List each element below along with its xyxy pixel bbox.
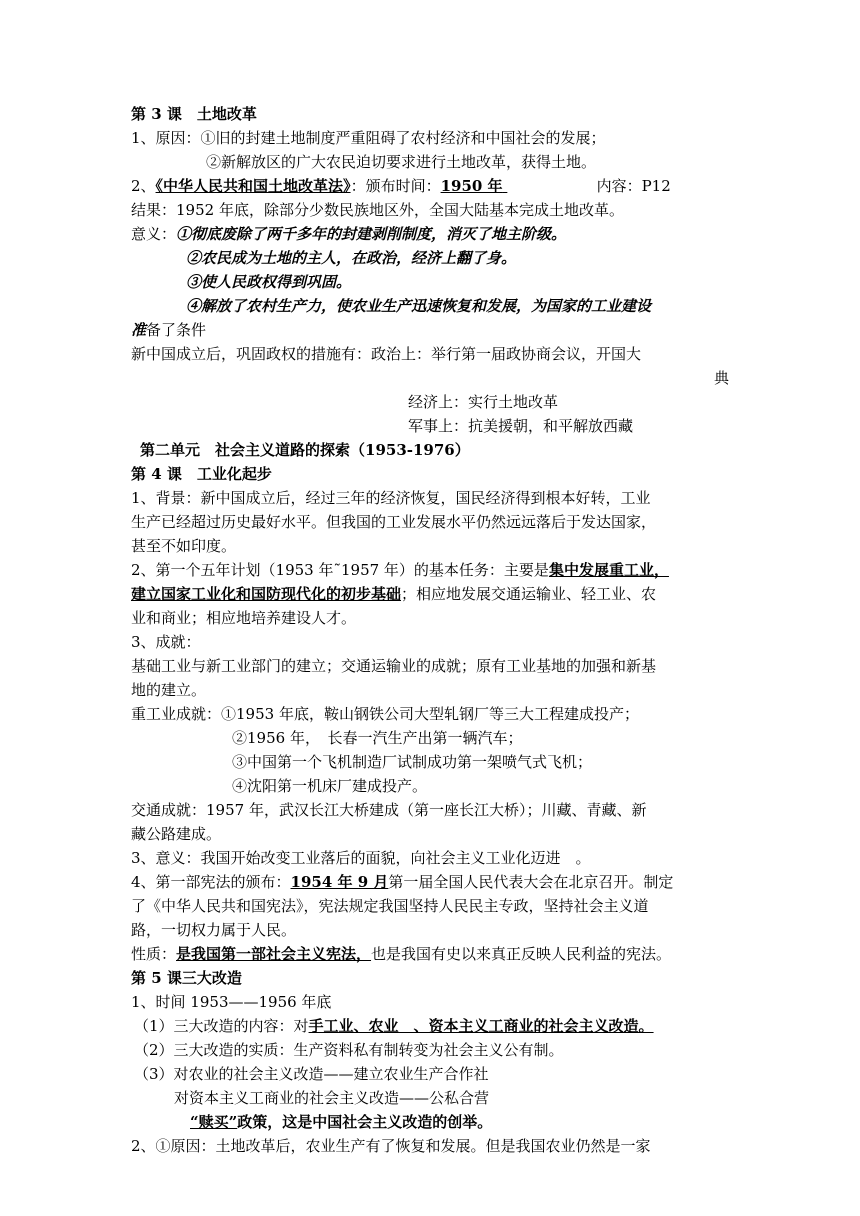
- line-agri-reform: [134, 1063, 744, 1085]
- reform-content-key: 手工业、农业 、资本主义工商业的社会主义改造。: [308, 1017, 654, 1035]
- land-law-content: 内容：P12: [596, 177, 671, 195]
- land-law-blank: [503, 175, 529, 197]
- constitution-text: 第一届全国人民代表大会在北京召开。制定: [388, 873, 674, 891]
- line-military: [408, 415, 860, 437]
- line-meaning-3: [186, 271, 796, 293]
- redemption-term: “赎买”: [190, 1113, 238, 1131]
- lesson-4-title-text: 第 4 课 工业化起步: [131, 465, 272, 483]
- line-meaning-1: [131, 223, 741, 245]
- line-background-2-text: 生产已经超过历史最好水平。但我国的工业发展水平仍然远远落后于发达国家，: [131, 513, 657, 531]
- line-heavy-industry-1: [131, 703, 741, 725]
- land-law-time-label: ：颁布时间：: [350, 177, 441, 195]
- line-transport-2: [131, 823, 741, 845]
- unit-2-title-text: 第二单元 社会主义道路的探索（1953-1976）: [140, 441, 470, 459]
- meaning-4-cont-text: 备了条件: [146, 321, 207, 339]
- line-achievements: [131, 631, 741, 653]
- line-constitution-2-text: 了《中华人民共和国宪法》，宪法规定我国坚持人民民主专政，坚持社会主义道: [131, 897, 649, 915]
- line-achievements-text: 3、成就：: [131, 633, 201, 651]
- lesson-5-title: [131, 967, 741, 989]
- line-meaning-4: [186, 295, 796, 317]
- line-transport-2-text: 藏公路建成。: [131, 825, 222, 843]
- meaning-label: 意义：: [131, 225, 177, 243]
- line-background-3: [131, 535, 741, 557]
- line-achievements-1-text: 基础工业与新工业部门的建立；交通运输业的成就；原有工业基地的加强和新基: [131, 657, 657, 675]
- line-constitution-1: [131, 871, 741, 893]
- line-five-year-plan-3-text: 业和商业；相应地培养建设人才。: [131, 609, 357, 627]
- meaning-4-text: ④解放了农村生产力，使农业生产迅速恢复和发展，为国家的工业建设: [186, 297, 652, 315]
- line-reform-content: [134, 1015, 744, 1037]
- meaning-1-text: ①彻底废除了两千多年的封建剥削制度，消灭了地主阶级。: [176, 225, 567, 243]
- line-transport-1-text: 交通成就：1957 年，武汉长江大桥建成（第一座长江大桥）；川藏、青藏、新: [131, 801, 647, 819]
- line-military-text: 军事上：抗美援朝，和平解放西藏: [408, 417, 634, 435]
- line-cause-1-text: 1、原因：①旧的封建土地制度严重阻碍了农村经济和中国社会的发展；: [131, 129, 606, 147]
- meaning-3-text: ③使人民政权得到巩固。: [186, 273, 352, 291]
- line-result: [131, 199, 741, 221]
- line-reform-essence: [134, 1039, 744, 1061]
- five-year-plan-text: 2、第一个五年计划（1953 年˜1957 年）的基本任务：主要是: [131, 561, 549, 579]
- line-heavy-industry-2-text: ②1956 年， 长春一汽生产出第一辆汽车；: [232, 729, 523, 747]
- line-background-2: [131, 511, 741, 533]
- line-achievements-2: [131, 679, 741, 701]
- line-cause-2: [206, 151, 816, 173]
- line-heavy-industry-2: [232, 727, 842, 749]
- line-result-text: 结果：1952 年底，除部分少数民族地区外，全国大陆基本完成土地改革。: [131, 201, 624, 219]
- line-heavy-industry-1-text: 重工业成就：①1953 年底，鞍山钢铁公司大型轧钢厂等三大工程建成投产；: [131, 705, 639, 723]
- five-year-plan-other: ；相应地发展交通运输业、轻工业、农: [401, 585, 657, 603]
- line-nature: [131, 943, 741, 965]
- line-achievements-2-text: 地的建立。: [131, 681, 207, 699]
- line-cause-2-text: ②新解放区的广大农民迫切要求进行土地改革，获得土地。: [206, 153, 597, 171]
- line-consolidate: [131, 343, 741, 365]
- constitution-date: 1954 年 9 月: [290, 873, 389, 891]
- line-economy-text: 经济上：实行土地改革: [408, 393, 559, 411]
- line-cause-1: [131, 127, 741, 149]
- line-heavy-industry-3-text: ③中国第一个飞机制造厂试制成功第一架喷气式飞机；: [232, 753, 593, 771]
- line-agri-reform-text: （3）对农业的社会主义改造——建立农业生产合作社: [134, 1065, 489, 1083]
- line-transport-1: [131, 799, 741, 821]
- unit-2-title: [140, 439, 750, 461]
- line-time: [131, 991, 741, 1013]
- five-year-plan-focus: 集中发展重工业，: [548, 561, 669, 579]
- line-capital-reform: [174, 1087, 784, 1109]
- line-five-year-plan-2: [131, 583, 741, 605]
- line-background-1: [131, 487, 741, 509]
- line-five-year-plan: [131, 559, 741, 581]
- line-background-1-text: 1、背景：新中国成立后，经过三年的经济恢复，国民经济得到根本好转，工业: [131, 489, 651, 507]
- line-background-3-text: 甚至不如印度。: [131, 537, 237, 555]
- line-meaning-4-cont: [131, 319, 741, 341]
- line-agri-cause: [131, 1135, 741, 1157]
- redemption-text: 政策，这是中国社会主义改造的创举。: [237, 1113, 493, 1131]
- line-land-law-num: 2、: [131, 177, 156, 195]
- line-heavy-industry-3: [232, 751, 842, 773]
- line-heavy-industry-4: [232, 775, 842, 797]
- lesson-5-title-text: 第 5 课三大改造: [131, 969, 242, 987]
- line-meaning-2: [186, 247, 796, 269]
- line-land-law: [131, 175, 741, 197]
- line-significance-text: 3、意义：我国开始改变工业落后的面貌，向社会主义工业化迈进 。: [131, 849, 591, 867]
- land-law-name: 《中华人民共和国土地改革法》: [155, 177, 351, 195]
- nature-label: 性质：: [131, 945, 177, 963]
- line-achievements-1: [131, 655, 741, 677]
- meaning-4-cont-bold: 准: [131, 321, 147, 339]
- line-significance: [131, 847, 741, 869]
- line-consolidate-cont: [131, 367, 729, 389]
- line-redemption: [190, 1111, 800, 1133]
- line-heavy-industry-4-text: ④沈阳第一机床厂建成投产。: [232, 777, 428, 795]
- constitution-label: 4、第一部宪法的颁布：: [131, 873, 291, 891]
- line-consolidate-cont-text: 典: [713, 369, 729, 387]
- nature-text: 也是我国有史以来真正反映人民利益的宪法。: [371, 945, 672, 963]
- land-law-year: 1950 年: [440, 177, 503, 195]
- five-year-plan-basis: 建立国家工业化和国防现代化的初步基础: [131, 585, 402, 603]
- lesson-4-title: [131, 463, 741, 485]
- reform-content-label: （1）三大改造的内容：对: [134, 1017, 309, 1035]
- line-reform-essence-text: （2）三大改造的实质：生产资料私有制转变为社会主义公有制。: [134, 1041, 564, 1059]
- lesson-3-title: [131, 103, 741, 125]
- line-agri-cause-text: 2、①原因：土地改革后，农业生产有了恢复和发展。但是我国农业仍然是一家: [131, 1137, 651, 1155]
- line-constitution-3-text: 路，一切权力属于人民。: [131, 921, 297, 939]
- line-capital-reform-text: 对资本主义工商业的社会主义改造——公私合营: [174, 1089, 490, 1107]
- meaning-2-text: ②农民成为土地的主人，在政治，经济上翻了身。: [186, 249, 517, 267]
- line-constitution-2: [131, 895, 741, 917]
- lesson-3-title-text: 第 3 课 土地改革: [131, 105, 257, 123]
- line-time-text: 1、时间 1953——1956 年底: [131, 993, 332, 1011]
- line-economy: [408, 391, 860, 413]
- line-consolidate-text: 新中国成立后，巩固政权的措施有：政治上：举行第一届政协商会议，开国大: [131, 345, 642, 363]
- line-five-year-plan-3: [131, 607, 741, 629]
- line-constitution-3: [131, 919, 741, 941]
- nature-key: 是我国第一部社会主义宪法，: [176, 945, 372, 963]
